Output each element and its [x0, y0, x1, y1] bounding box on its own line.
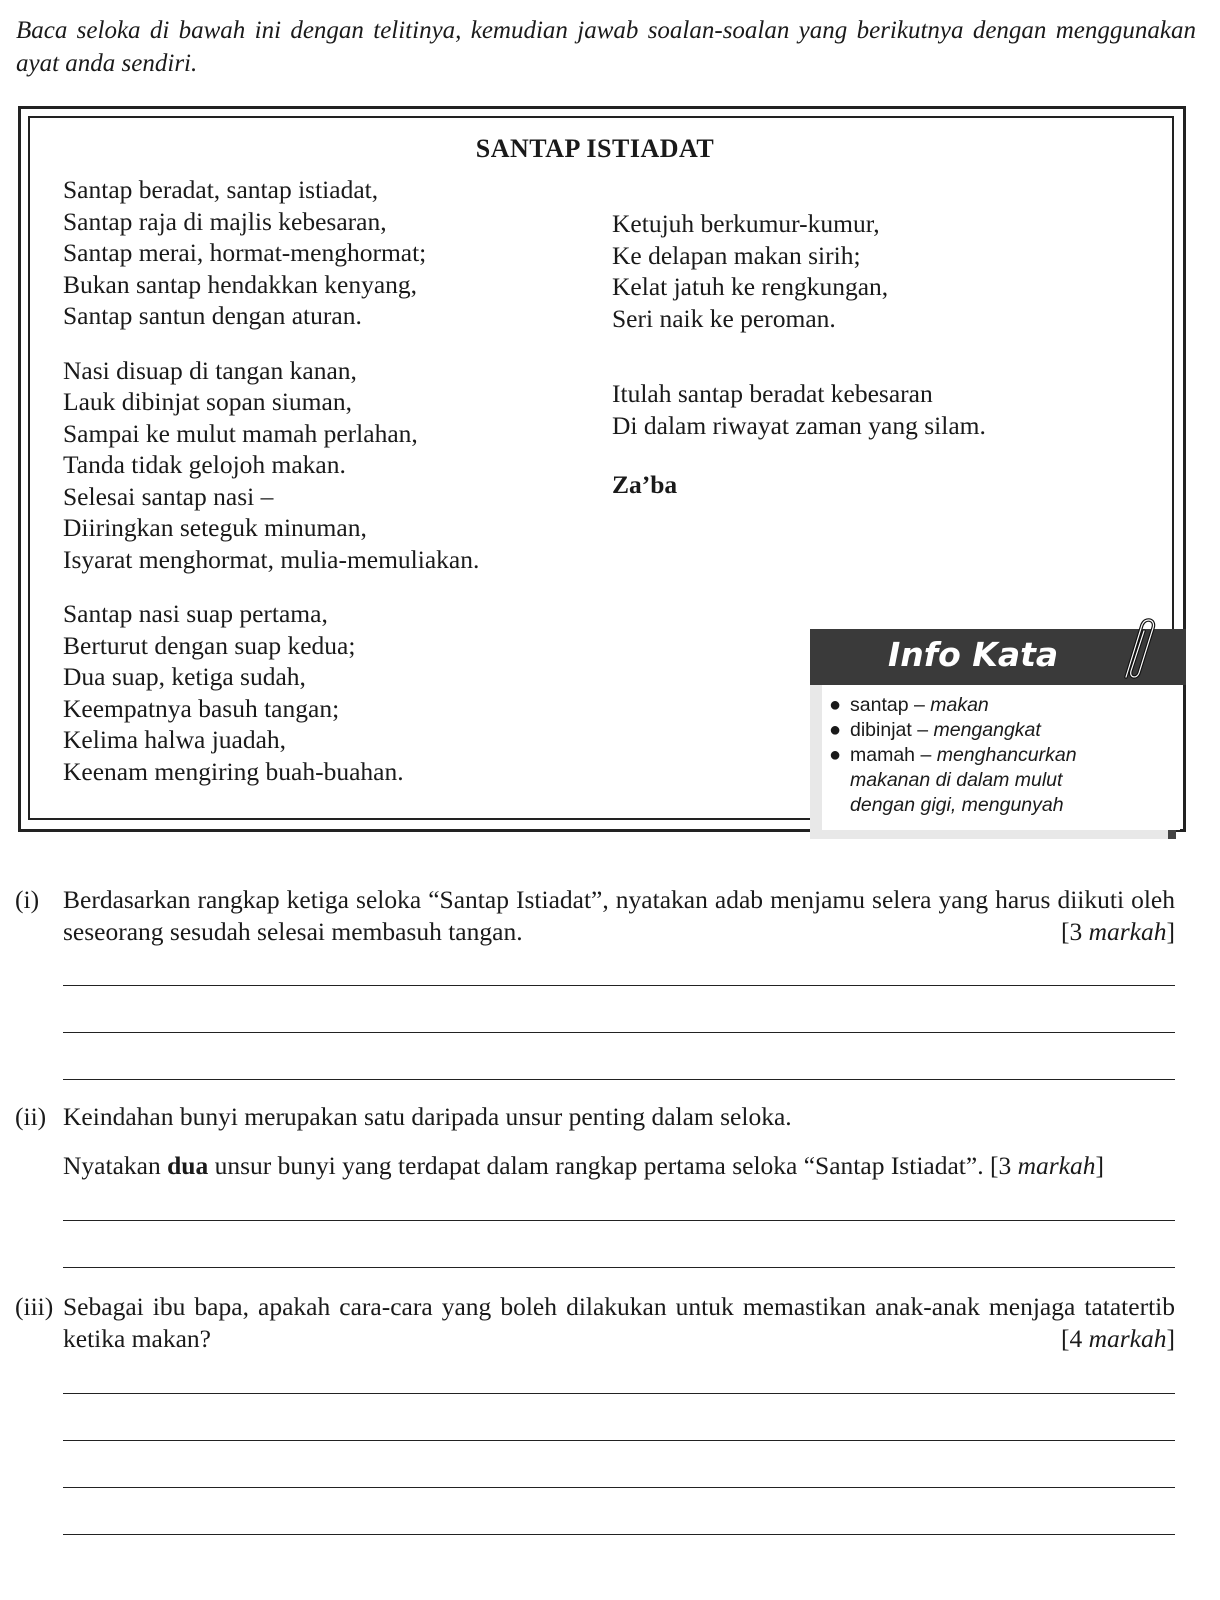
poem-line: Ke delapan makan sirih; — [612, 240, 861, 270]
poem-line: Kelat jatuh ke rengkungan, — [612, 272, 889, 301]
instruction-text: Baca seloka di bawah ini dengan telitinya, kemudian jawab soalan-soalan yang berikutnya dengan menggunakan ayat anda sendiri. — [16, 17, 1196, 77]
info-kata-item: ● mamah – menghancurkan — [829, 744, 1077, 766]
question-text: Sebagai ibu bapa, apakah cara-cara yang boleh dilakukan untuk memastikan anak-anak menjaga tatatertib ketika makan? — [63, 1292, 1175, 1353]
poem-line: Diiringkan seteguk minuman, — [63, 513, 367, 542]
marks-label: [3 markah] — [1060, 917, 1175, 946]
bullet-icon: ● — [829, 719, 842, 741]
marks-label: [4 markah] — [1060, 1324, 1175, 1353]
answer-line[interactable] — [63, 985, 1175, 986]
info-kata-body — [810, 685, 1176, 839]
poem-line: Kelima halwa juadah, — [63, 725, 287, 754]
question-2 — [15, 1101, 1175, 1201]
info-kata-title: Info Kata — [888, 635, 1059, 674]
emphasis-dua: dua — [167, 1151, 209, 1180]
poem-line: Santap santun dengan aturan. — [63, 301, 362, 330]
poem-line: Sampai ke mulut mamah perlahan, — [63, 418, 418, 448]
poem-line: Ketujuh berkumur-kumur, — [612, 209, 880, 238]
poem-title: SANTAP ISTIADAT — [475, 134, 715, 163]
question-number: (i) — [15, 885, 40, 914]
poem-line: Berturut dengan suap kedua; — [63, 630, 356, 660]
poem-line: Santap beradat, santap istiadat, — [63, 175, 379, 204]
poem-line: Santap merai, hormat-menghormat; — [63, 238, 427, 267]
poem-line: Di dalam riwayat zaman yang silam. — [612, 410, 986, 440]
question-number: (iii) — [15, 1292, 54, 1321]
question-text-2: Nyatakan dua unsur bunyi yang terdapat dalam rangkap pertama seloka “Santap Istiadat”. [3 markah] — [63, 1151, 1104, 1180]
poem-left-column — [63, 174, 479, 810]
poem-right-column — [612, 208, 986, 501]
paperclip-icon — [1112, 615, 1160, 685]
answer-line[interactable] — [63, 1220, 1175, 1221]
answer-line[interactable] — [63, 1440, 1175, 1441]
question-text: Keindahan bunyi merupakan satu daripada unsur penting dalam seloka. — [63, 1102, 792, 1131]
info-kata-box — [810, 627, 1186, 845]
answer-line[interactable] — [63, 1534, 1175, 1535]
answer-line[interactable] — [63, 1393, 1175, 1394]
info-kata-continuation: dengan gigi, mengunyah — [850, 794, 1064, 816]
answer-line[interactable] — [63, 1487, 1175, 1488]
question-3 — [15, 1291, 1175, 1355]
answer-line[interactable] — [63, 1079, 1175, 1080]
question-1 — [15, 884, 1175, 948]
poem-line: Tanda tidak gelojoh makan. — [63, 450, 346, 479]
poem-line: Dua suap, ketiga sudah, — [63, 662, 306, 691]
question-number: (ii) — [15, 1102, 47, 1131]
poem-line: Seri naik ke peroman. — [612, 303, 836, 333]
stanza-3 — [63, 598, 479, 787]
marks-label: [3 markah] — [989, 1151, 1104, 1180]
stanza-5 — [612, 378, 986, 441]
poem-line: Keenam mengiring buah-buahan. — [63, 756, 404, 786]
poem-line: Santap raja di majlis kebesaran, — [63, 206, 387, 236]
poem-line: Selesai santap nasi – — [63, 481, 274, 511]
answer-line[interactable] — [63, 1032, 1175, 1033]
poem-line: Itulah santap beradat kebesaran — [612, 379, 933, 408]
poem-line: Isyarat menghormat, mulia-memuliakan. — [63, 544, 480, 574]
poem-line: Bukan santap hendakkan kenyang, — [63, 269, 418, 299]
bullet-icon: ● — [829, 694, 842, 716]
stanza-4 — [612, 208, 986, 334]
poem-line: Santap nasi suap pertama, — [63, 599, 328, 628]
question-text: Berdasarkan rangkap ketiga seloka “Santap Istiadat”, nyatakan adab menjamu selera yang harus diikuti oleh seseorang sesudah selesai membasuh tangan. — [63, 885, 1175, 946]
info-kata-item: ● santap – makan — [829, 694, 989, 716]
info-kata-item: ● dibinjat – mengangkat — [829, 719, 1041, 741]
poem-line: Lauk dibinjat sopan siuman, — [63, 387, 352, 416]
info-kata-continuation: makanan di dalam mulut — [850, 769, 1063, 791]
poem-line: Keempatnya basuh tangan; — [63, 693, 340, 723]
stanza-2 — [63, 355, 479, 576]
poem-author: Za’ba — [612, 470, 678, 499]
poem-line: Nasi disuap di tangan kanan, — [63, 355, 357, 385]
bullet-icon: ● — [829, 744, 842, 766]
answer-line[interactable] — [63, 1267, 1175, 1268]
stanza-1 — [63, 174, 479, 332]
info-kata-list — [829, 693, 1077, 818]
